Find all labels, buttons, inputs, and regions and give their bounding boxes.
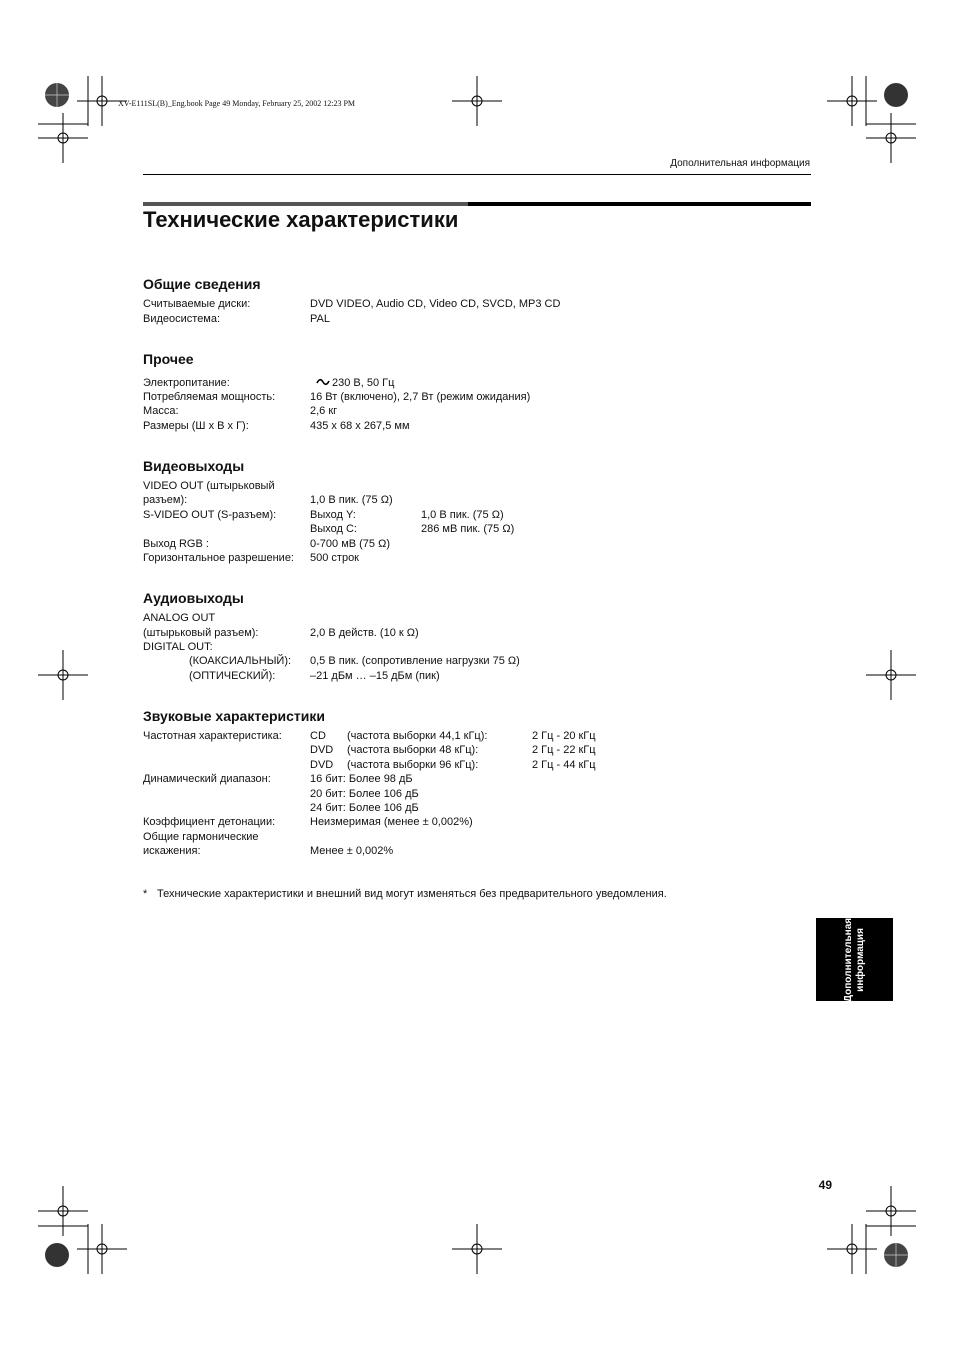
spec-value: 1,0 В пик. (75 Ω) — [421, 509, 504, 521]
spec-value: 1,0 В пик. (75 Ω) — [310, 494, 393, 506]
spec-label: Общие гармонические — [143, 831, 259, 843]
freq-disc: CD — [310, 730, 326, 742]
spec-label: Видеосистема: — [143, 313, 221, 325]
spec-value: –21 дБм … –15 дБм (пик) — [310, 670, 440, 682]
spec-value: 286 мВ пик. (75 Ω) — [421, 523, 515, 535]
side-tab-line: информация — [854, 927, 866, 992]
freq-disc: DVD — [310, 759, 334, 771]
spec-value: PAL — [310, 313, 330, 325]
page-number: 49 — [818, 1178, 832, 1192]
spec-label: Потребляемая мощность: — [143, 391, 276, 403]
spec-value: DVD VIDEO, Audio CD, Video CD, SVCD, MP3 CD — [310, 298, 561, 310]
section-heading-sound: Звуковые характеристики — [143, 708, 326, 724]
spec-value: 2,6 кг — [310, 405, 338, 417]
spec-value: 500 строк — [310, 552, 359, 564]
spec-label: искажения: — [143, 845, 201, 857]
footnote: Технические характеристики и внешний вид могут изменяться без предварительного уведомления. — [157, 888, 667, 900]
spec-sublabel: Выход Y: — [310, 509, 356, 521]
spec-label: Горизонтальное разрешение: — [143, 552, 294, 564]
spec-value: 0-700 мВ (75 Ω) — [310, 538, 390, 550]
section-side-tab — [816, 918, 893, 1001]
section-heading-general: Общие сведения — [143, 276, 261, 292]
spec-label: (штырьковый разъем): — [143, 627, 259, 639]
spec-label: Частотная характеристика: — [143, 730, 282, 742]
side-tab-label — [843, 917, 867, 1001]
side-tab-line: Дополнительная — [842, 917, 854, 1002]
spec-label: S-VIDEO OUT (S-разъем): — [143, 509, 277, 521]
spec-value: Менее ± 0,002% — [310, 845, 394, 857]
ac-current-icon — [316, 377, 330, 387]
freq-desc: (частота выборки 44,1 кГц): — [347, 730, 488, 742]
spec-label: Электропитание: — [143, 377, 230, 389]
spec-value: 24 бит: Более 106 дБ — [310, 802, 419, 814]
running-header: Дополнительная информация — [670, 158, 810, 169]
spec-label: Размеры (Ш x В x Г): — [143, 420, 249, 432]
spec-value-power — [316, 376, 394, 390]
spec-value: 0,5 В пик. (сопротивление нагрузки 75 Ω) — [310, 655, 520, 667]
freq-range: 2 Гц - 44 кГц — [532, 759, 596, 771]
print-info: XV-E111SL(B)_Eng.book Page 49 Monday, February 25, 2002 12:23 PM — [118, 99, 356, 108]
spec-sublabel: Выход C: — [310, 523, 357, 535]
section-heading-other: Прочее — [143, 351, 194, 367]
spec-value: 435 x 68 x 267,5 мм — [310, 420, 410, 432]
spec-label: VIDEO OUT (штырьковый — [143, 480, 275, 492]
spec-value: Неизмеримая (менее ± 0,002%) — [310, 816, 473, 828]
freq-range: 2 Гц - 20 кГц — [532, 730, 596, 742]
spec-value: 16 бит: Более 98 дБ — [310, 773, 413, 785]
spec-label: Динамический диапазон: — [143, 773, 271, 785]
freq-disc: DVD — [310, 744, 334, 756]
spec-value: 2,0 В действ. (10 к Ω) — [310, 627, 419, 639]
spec-label: Коэффициент детонации: — [143, 816, 276, 828]
spec-sublabel: (КОАКСИАЛЬНЫЙ): — [189, 655, 292, 667]
spec-value: 230 В, 50 Гц — [332, 377, 395, 389]
spec-value: 16 Вт (включено), 2,7 Вт (режим ожидания) — [310, 391, 531, 403]
title-bar — [143, 202, 811, 206]
spec-label: ANALOG OUT — [143, 612, 216, 624]
header-rule — [143, 174, 811, 175]
page-title: Технические характеристики — [143, 207, 459, 232]
spec-sublabel: (ОПТИЧЕСКИЙ): — [189, 670, 276, 682]
freq-range: 2 Гц - 22 кГц — [532, 744, 596, 756]
spec-value: 20 бит: Более 106 дБ — [310, 788, 419, 800]
section-heading-audio: Аудиовыходы — [143, 590, 244, 606]
spec-label: Масса: — [143, 405, 179, 417]
section-heading-video: Видеовыходы — [143, 458, 245, 474]
freq-desc: (частота выборки 48 кГц): — [347, 744, 479, 756]
spec-label: разъем): — [143, 494, 188, 506]
spec-label: DIGITAL OUT: — [143, 641, 213, 653]
spec-label: Считываемые диски: — [143, 298, 251, 310]
footnote-mark: * — [143, 888, 148, 900]
spec-label: Выход RGB : — [143, 538, 209, 550]
freq-desc: (частота выборки 96 кГц): — [347, 759, 479, 771]
